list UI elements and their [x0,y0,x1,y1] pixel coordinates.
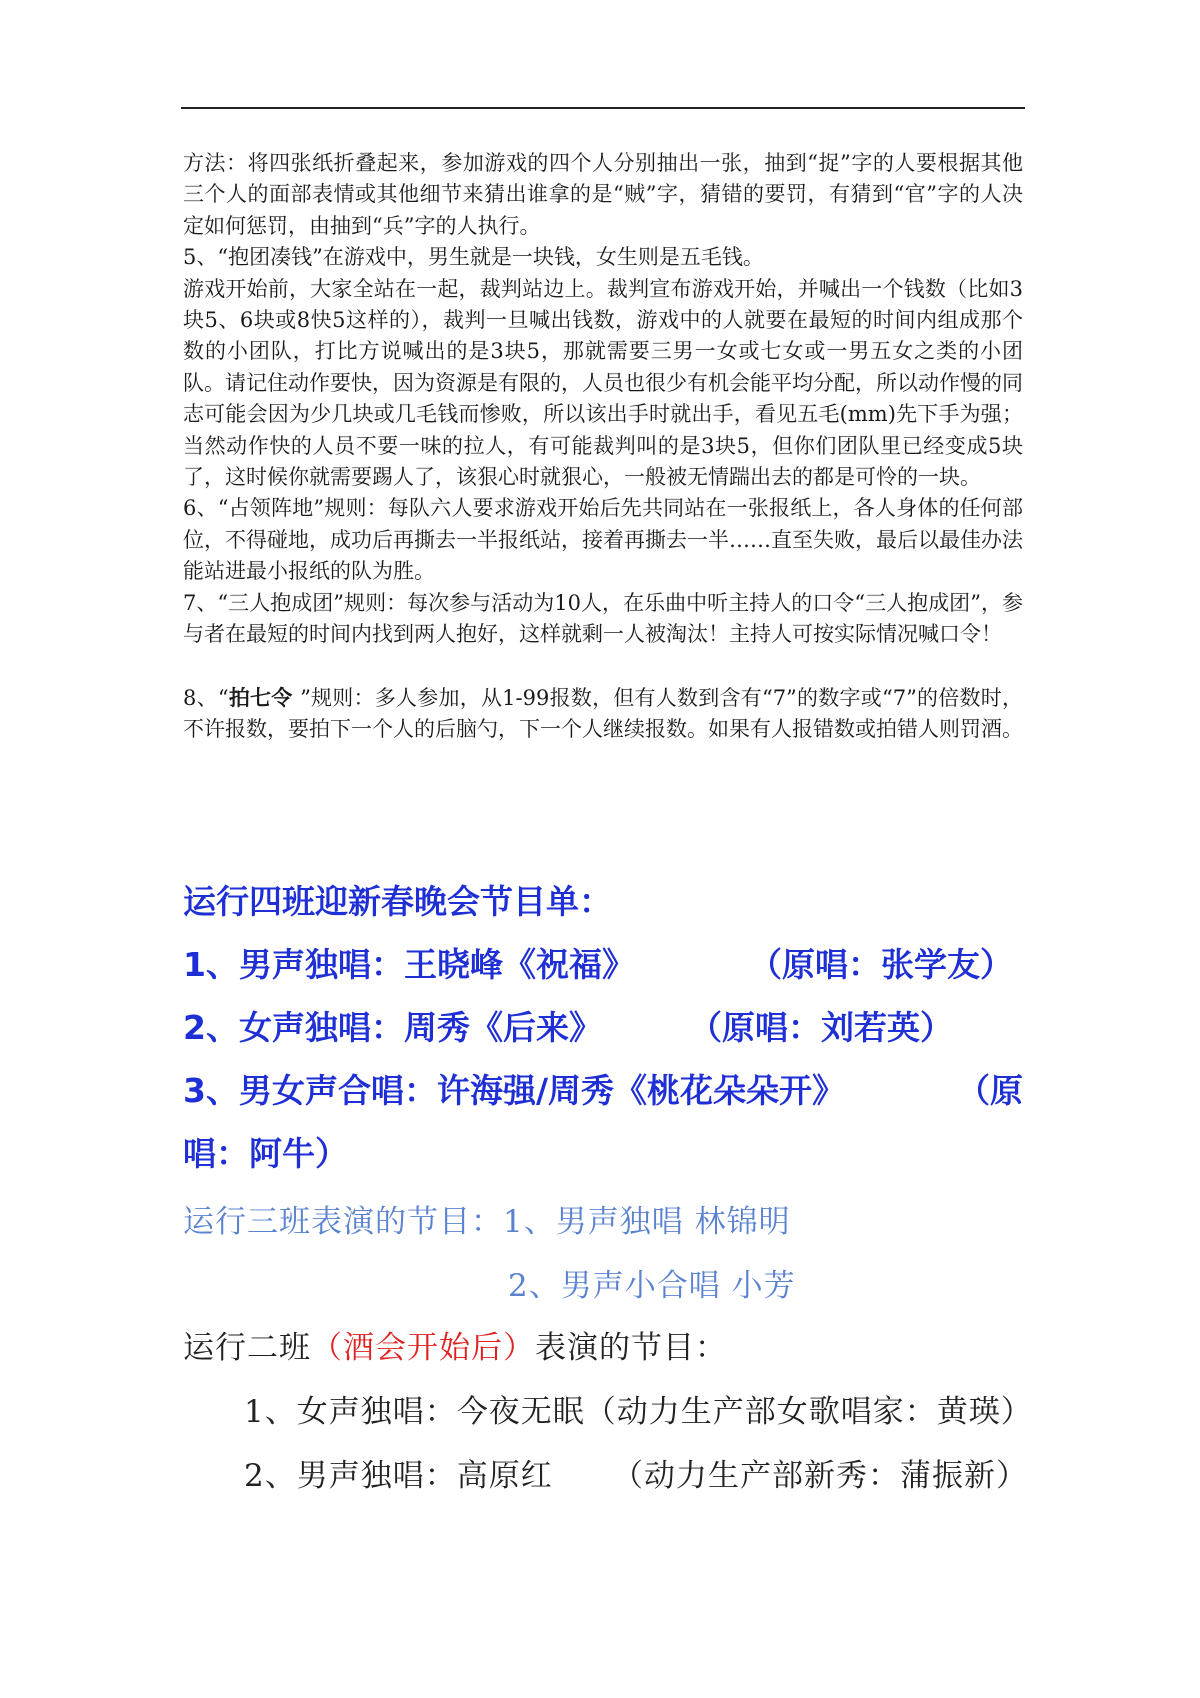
class2-program-heading [183,1322,727,1367]
paragraph-game6: 6、“占领阵地”规则：每队六人要求游戏开始后先共同站在一张报纸上，各人身体的任何部位，不得碰地，成功后再撕去一半报纸站，接着再撕去一半……直至失败，最后以最佳办法能站进最小报纸的队为胜。 [183,496,1023,584]
game8-title: 拍七令 [228,684,301,710]
program-item-1 [183,933,1023,996]
program-item-3-song: 3、男女声合唱：许海强/周秀《桃花朵朵开》 [183,1071,846,1110]
class2-heading-suffix: 表演的节目： [535,1330,727,1366]
program-item-3-continued: 唱：阿牛） [183,1134,348,1173]
paragraph-game5-body: 游戏开始前，大家全站在一起，裁判站边上。裁判宣布游戏开始，并喊出一个钱数（比如3块5、6块或8快5这样的），裁判一旦喊出钱数，游戏中的人就要在最短的时间内组成那个数的小团队，打比方说喊出的是3块5，那就需要三男一女或七女或一男五女之类的小团队。请记住动作要快，因为资源是有限的，人员也很少有机会能平均分配，所以动作慢的同志可能会因为少几块或几毛钱而惨败，所以该出手时就出手，看见五毛(mm)先下手为强；当然动作快的人员不要一味的拉人，有可能裁判叫的是3块5，但你们团队里已经变成5块了，这时候你就需要踢人了，该狠心时就狠心，一般被无情踹出去的都是可怜的一块。 [183,276,1023,490]
program-item-1-original: （原唱：张学友） [749,945,1013,984]
program-item-3 [183,1059,1023,1122]
game8-rules: ”规则：多人参加，从1-99报数，但有人数到含有“7”的数字或“7”的倍数时，不许报数，要拍下一个人的后脑勺，下一个人继续报数。如果有人报错数或拍错人则罚酒。 [183,685,1023,741]
header-rule [181,107,1025,109]
game8-prefix: 8、“ [183,685,229,710]
program-item-2 [183,996,1023,1059]
program-item-2-original: （原唱：刘若英） [689,1008,953,1047]
program-item-1-song: 1、男声独唱：王晓峰《祝福》 [183,945,635,984]
game-rules-text [183,148,1023,745]
paragraph-gap [183,651,1023,682]
paragraph-game7: 7、“三人抱成团”规则：每次参与活动为10人，在乐曲中听主持人的口令“三人抱成团”，参与者在最短的时间内找到两人抱好，这样就剩一人被淘汰！主持人可按实际情况喊口令！ [183,590,1023,647]
program-item-2-song: 2、女声独唱：周秀《后来》 [183,1008,602,1047]
program-list [183,870,1023,1185]
class2-timing-note: （酒会开始后） [311,1330,535,1366]
class3-program-line2: 2、男声小合唱 小芳 [508,1268,796,1304]
program-title: 运行四班迎新春晚会节目单： [183,882,612,921]
paragraph-method: 方法：将四张纸折叠起来，参加游戏的四个人分别抽出一张，抽到“捉”字的人要根据其他三个人的面部表情或其他细节来猜出谁拿的是“贼”字，猜错的要罚，有猜到“官”字的人决定如何惩罚，由抽到“兵”字的人执行。 [183,151,1023,238]
paragraph-game8 [183,682,1023,746]
program-item-3-original-start: （原 [957,1071,1023,1110]
class2-item-2-song: 2、男声独唱：高原红 [244,1458,553,1494]
paragraph-game5-title: 5、“抱团凑钱”在游戏中，男生就是一块钱，女生则是五毛钱。 [183,245,764,270]
class2-item-2-performer: （动力生产部新秀：蒲振新） [612,1458,1028,1494]
class2-item-1: 1、女声独唱：今夜无眠（动力生产部女歌唱家：黄瑛） [244,1394,1033,1430]
class2-label: 运行二班 [183,1330,311,1366]
class3-program-line1: 运行三班表演的节目：1、男声独唱 林锦明 [183,1204,791,1240]
